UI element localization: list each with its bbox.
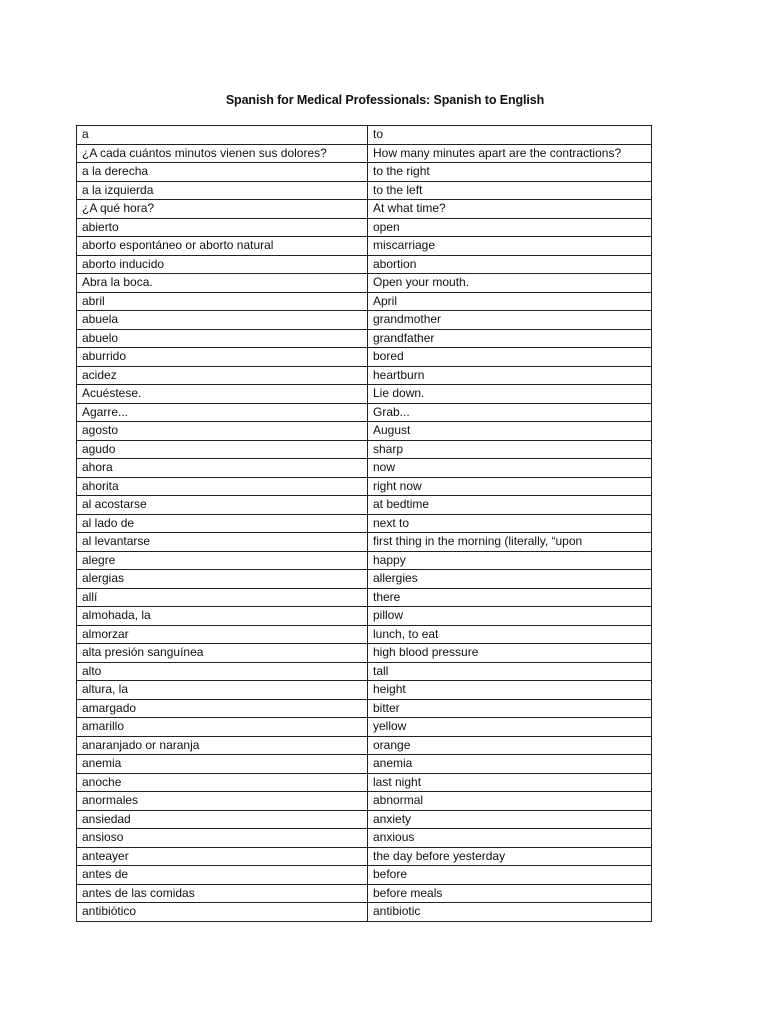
english-translation-cell: to the right [368,163,652,182]
spanish-term-cell: Agarre... [77,403,368,422]
table-row [77,810,652,829]
table-row [77,496,652,515]
spanish-term-cell: almorzar [77,625,368,644]
english-translation-cell: last night [368,773,652,792]
spanish-term-cell: amarillo [77,718,368,737]
table-row [77,755,652,774]
table-row [77,422,652,441]
english-translation-cell: heartburn [368,366,652,385]
english-translation-cell: August [368,422,652,441]
spanish-term-cell: alegre [77,551,368,570]
english-translation-cell: sharp [368,440,652,459]
table-row [77,200,652,219]
table-row [77,681,652,700]
table-row [77,218,652,237]
table-row [77,699,652,718]
spanish-term-cell: agudo [77,440,368,459]
english-translation-cell: anxiety [368,810,652,829]
table-row [77,163,652,182]
table-row [77,551,652,570]
english-translation-cell: now [368,459,652,478]
spanish-term-cell: aburrido [77,348,368,367]
spanish-term-cell: al acostarse [77,496,368,515]
table-row [77,866,652,885]
english-translation-cell: grandmother [368,311,652,330]
english-translation-cell: anxious [368,829,652,848]
english-translation-cell: to the left [368,181,652,200]
spanish-term-cell: antes de las comidas [77,884,368,903]
table-row [77,366,652,385]
english-translation-cell: Grab... [368,403,652,422]
table-row [77,570,652,589]
spanish-term-cell: ahora [77,459,368,478]
english-translation-cell: at bedtime [368,496,652,515]
table-row [77,237,652,256]
english-translation-cell: anemia [368,755,652,774]
spanish-term-cell: alta presión sanguínea [77,644,368,663]
table-row [77,903,652,922]
table-row [77,477,652,496]
spanish-term-cell: almohada, la [77,607,368,626]
spanish-term-cell: a [77,126,368,145]
english-translation-cell: How many minutes apart are the contractions? [368,144,652,163]
spanish-term-cell: abril [77,292,368,311]
table-row [77,311,652,330]
english-translation-cell: next to [368,514,652,533]
english-translation-cell: to [368,126,652,145]
table-row [77,348,652,367]
table-row [77,829,652,848]
table-row [77,329,652,348]
table-row [77,385,652,404]
english-translation-cell: right now [368,477,652,496]
spanish-term-cell: al levantarse [77,533,368,552]
english-translation-cell: Lie down. [368,385,652,404]
english-translation-cell: first thing in the morning (literally, “upon [368,533,652,552]
spanish-term-cell: amargado [77,699,368,718]
spanish-term-cell: aborto espontáneo or aborto natural [77,237,368,256]
table-row [77,403,652,422]
english-translation-cell: antibiotic [368,903,652,922]
spanish-term-cell: allí [77,588,368,607]
english-translation-cell: orange [368,736,652,755]
table-row [77,255,652,274]
spanish-term-cell: ¿A cada cuántos minutos vienen sus dolores? [77,144,368,163]
table-row [77,884,652,903]
table-row [77,126,652,145]
english-translation-cell: happy [368,551,652,570]
table-row [77,773,652,792]
table-row [77,607,652,626]
table-row [77,440,652,459]
spanish-term-cell: abierto [77,218,368,237]
table-row [77,533,652,552]
spanish-term-cell: anaranjado or naranja [77,736,368,755]
english-translation-cell: miscarriage [368,237,652,256]
table-row [77,144,652,163]
english-translation-cell: before [368,866,652,885]
table-row [77,644,652,663]
spanish-term-cell: abuelo [77,329,368,348]
glossary-body [77,126,652,922]
english-translation-cell: bitter [368,699,652,718]
spanish-term-cell: aborto inducido [77,255,368,274]
english-translation-cell: height [368,681,652,700]
english-translation-cell: open [368,218,652,237]
spanish-term-cell: antibiótico [77,903,368,922]
spanish-term-cell: Acuéstese. [77,385,368,404]
glossary-table [76,125,652,922]
english-translation-cell: bored [368,348,652,367]
table-row [77,847,652,866]
spanish-term-cell: anormales [77,792,368,811]
table-row [77,792,652,811]
english-translation-cell: the day before yesterday [368,847,652,866]
english-translation-cell: At what time? [368,200,652,219]
english-translation-cell: grandfather [368,329,652,348]
english-translation-cell: high blood pressure [368,644,652,663]
table-row [77,274,652,293]
spanish-term-cell: acidez [77,366,368,385]
english-translation-cell: lunch, to eat [368,625,652,644]
spanish-term-cell: alto [77,662,368,681]
english-translation-cell: abnormal [368,792,652,811]
table-row [77,625,652,644]
english-translation-cell: there [368,588,652,607]
spanish-term-cell: altura, la [77,681,368,700]
table-row [77,459,652,478]
spanish-term-cell: anemia [77,755,368,774]
spanish-term-cell: al lado de [77,514,368,533]
spanish-term-cell: anoche [77,773,368,792]
english-translation-cell: yellow [368,718,652,737]
spanish-term-cell: abuela [77,311,368,330]
table-row [77,588,652,607]
table-row [77,181,652,200]
spanish-term-cell: anteayer [77,847,368,866]
table-row [77,736,652,755]
table-row [77,662,652,681]
spanish-term-cell: alergias [77,570,368,589]
spanish-term-cell: ¿A qué hora? [77,200,368,219]
english-translation-cell: tall [368,662,652,681]
spanish-term-cell: antes de [77,866,368,885]
english-translation-cell: pillow [368,607,652,626]
english-translation-cell: allergies [368,570,652,589]
spanish-term-cell: ansiedad [77,810,368,829]
spanish-term-cell: a la derecha [77,163,368,182]
english-translation-cell: April [368,292,652,311]
table-row [77,292,652,311]
spanish-term-cell: Abra la boca. [77,274,368,293]
table-row [77,514,652,533]
english-translation-cell: before meals [368,884,652,903]
spanish-term-cell: ansioso [77,829,368,848]
spanish-term-cell: a la izquierda [77,181,368,200]
spanish-term-cell: agosto [77,422,368,441]
english-translation-cell: abortion [368,255,652,274]
page-title: Spanish for Medical Professionals: Spanish to English [225,93,545,107]
spanish-term-cell: ahorita [77,477,368,496]
english-translation-cell: Open your mouth. [368,274,652,293]
table-row [77,718,652,737]
